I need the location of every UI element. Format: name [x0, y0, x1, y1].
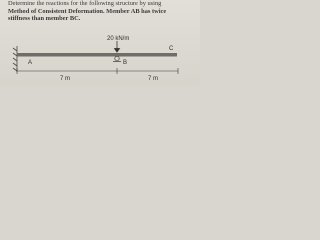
span-bc-label: 7 m — [148, 76, 159, 82]
fixed-support-left — [13, 46, 17, 72]
page — [0, 0, 200, 86]
roller-support-b — [113, 56, 121, 61]
node-b-label: B — [123, 60, 128, 66]
node-c-label: C — [169, 46, 174, 52]
problem-line-3: stiffness than member BC. — [8, 15, 81, 23]
load-label: 20 kN/m — [107, 36, 130, 42]
load-arrow — [115, 41, 120, 52]
span-ab-label: 7 m — [60, 76, 71, 82]
dimension-line — [17, 68, 178, 74]
structure-diagram — [0, 0, 200, 86]
problem-line-2: Method of Consistent Deformation. Member AB has twice — [8, 7, 167, 15]
node-a-label: A — [28, 60, 33, 66]
beam — [17, 53, 177, 57]
problem-line-1: Determine the reactions for the following structure by using — [8, 0, 162, 7]
